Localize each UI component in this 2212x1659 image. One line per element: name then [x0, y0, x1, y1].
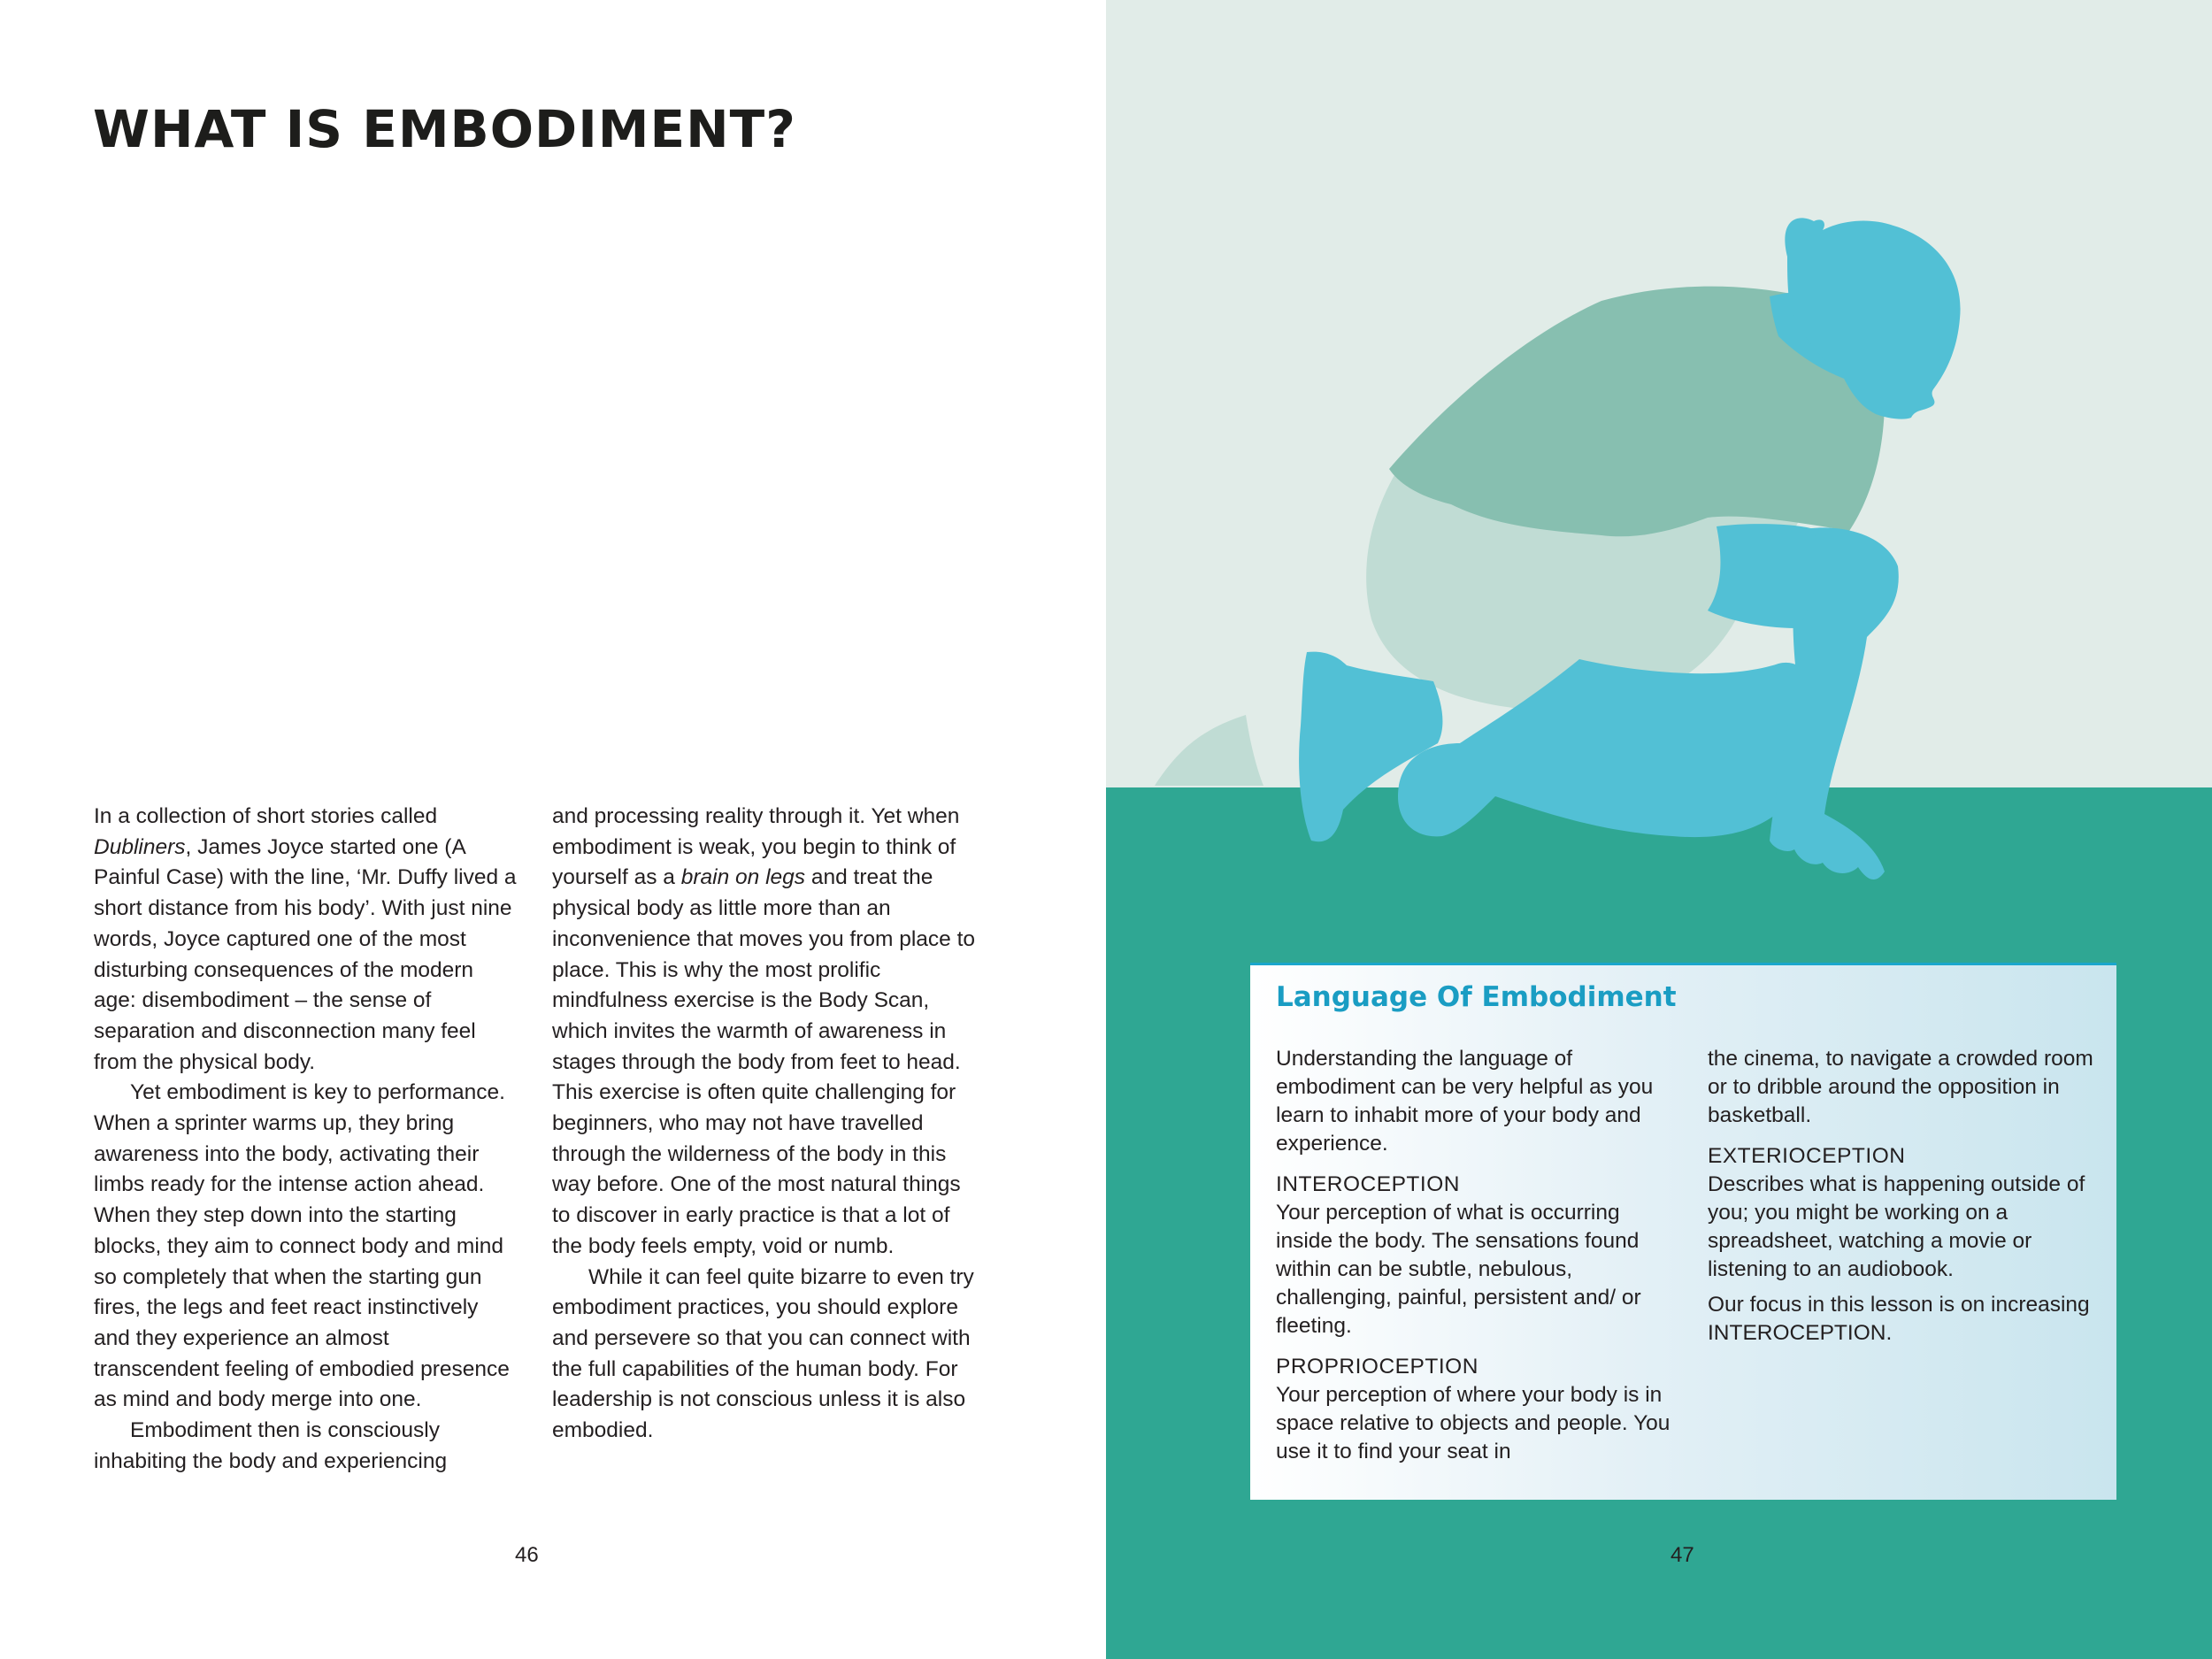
paragraph: While it can feel quite bizarre to even try embodiment practices, you should explore and persevere so that you can connect with the full capabilities of the human body. For leadership is not conscious unless it is also embodied.: [552, 1264, 974, 1443]
paragraph: [94, 802, 518, 1078]
page-number: 47: [1671, 1543, 1694, 1567]
lesson-focus: Our focus in this lesson is on increasing INTEROCEPTION.: [1708, 1293, 2090, 1345]
interoception-term: INTEROCEPTION: [1276, 1172, 1460, 1196]
box-column-2: [1708, 1045, 2104, 1360]
body-column-2: [552, 802, 977, 1447]
page-heading: WHAT IS EMBODIMENT?: [93, 99, 796, 159]
paragraph: [552, 802, 977, 1263]
text-run: , James Joyce started one (A Painful Case) with the line, ‘Mr. Duffy lived a short distance from his body’. With just nine words, Joyce captured one of the most disturbing consequences of the modern age: disembodiment – the sense of separation and disconnection many feel from the physical body.: [94, 834, 517, 1074]
interoception-entry: [1276, 1171, 1672, 1340]
language-of-embodiment-box: [1250, 963, 2116, 1500]
starting-block: [1155, 715, 1263, 786]
proprioception-continuation: the cinema, to navigate a crowded room or to dribble around the opposition in basketball.: [1708, 1047, 2093, 1127]
exterioception-text: Describes what is happening outside of you; you might be working on a spreadsheet, watching a movie or listening to an audiobook.: [1708, 1172, 2085, 1281]
exterioception-entry: [1708, 1142, 2104, 1284]
sprinter-illustration: [1106, 0, 2212, 938]
paragraph: Yet embodiment is key to performance. When a sprinter warms up, they bring awareness into the body, activating their limbs ready for the intense action ahead. When they step down into the starting blocks, they aim to connect body and mind so completely that when the starting gun fires, the legs and feet react instinctively and they experience an almost transcendent feeling of embodied presence as mind and body merge into one.: [94, 1080, 510, 1412]
text-run: and processing reality through it. Yet when embodiment is weak, you begin to think of yourself as a: [552, 804, 960, 890]
paragraph: Embodiment then is consciously inhabiting the body and experiencing: [94, 1418, 448, 1473]
text-run: and treat the physical body as little more than an inconvenience that moves you from place to place. This is why the most prolific mindfulness exercise is the Body Scan, which invites the warmth of awareness in stages through the body from feet to head. This exercise is often quite challenging for beginners, who may not have travelled through the wilderness of the body in this way before. One of the most natural things to discover in early practice is that a lot of the body feels empty, void or numb.: [552, 865, 976, 1258]
proprioception-text: Your perception of where your body is in space relative to objects and people. You use it to find your seat in: [1276, 1383, 1671, 1463]
hip-area: [1708, 524, 1817, 628]
body-column-1: [94, 802, 518, 1477]
box-title: Language Of Embodiment: [1276, 981, 1677, 1013]
proprioception-entry: [1276, 1353, 1672, 1466]
italic-phrase: brain on legs: [680, 865, 806, 890]
right-page: [1106, 0, 2212, 1659]
exterioception-term: EXTERIOCEPTION: [1708, 1144, 1906, 1168]
page-number: 46: [515, 1543, 539, 1567]
box-intro: Understanding the language of embodiment can be very helpful as you learn to inhabit more of your body and experience.: [1276, 1047, 1654, 1156]
box-column-1: [1276, 1045, 1672, 1479]
text-run: In a collection of short stories called: [94, 804, 438, 828]
interoception-text: Your perception of what is occurring inside the body. The sensations found within can be subtle, nebulous, challenging, painful, persistent and/ or fleeting.: [1276, 1201, 1641, 1338]
italic-title: Dubliners: [94, 834, 186, 859]
proprioception-term: PROPRIOCEPTION: [1276, 1355, 1479, 1379]
